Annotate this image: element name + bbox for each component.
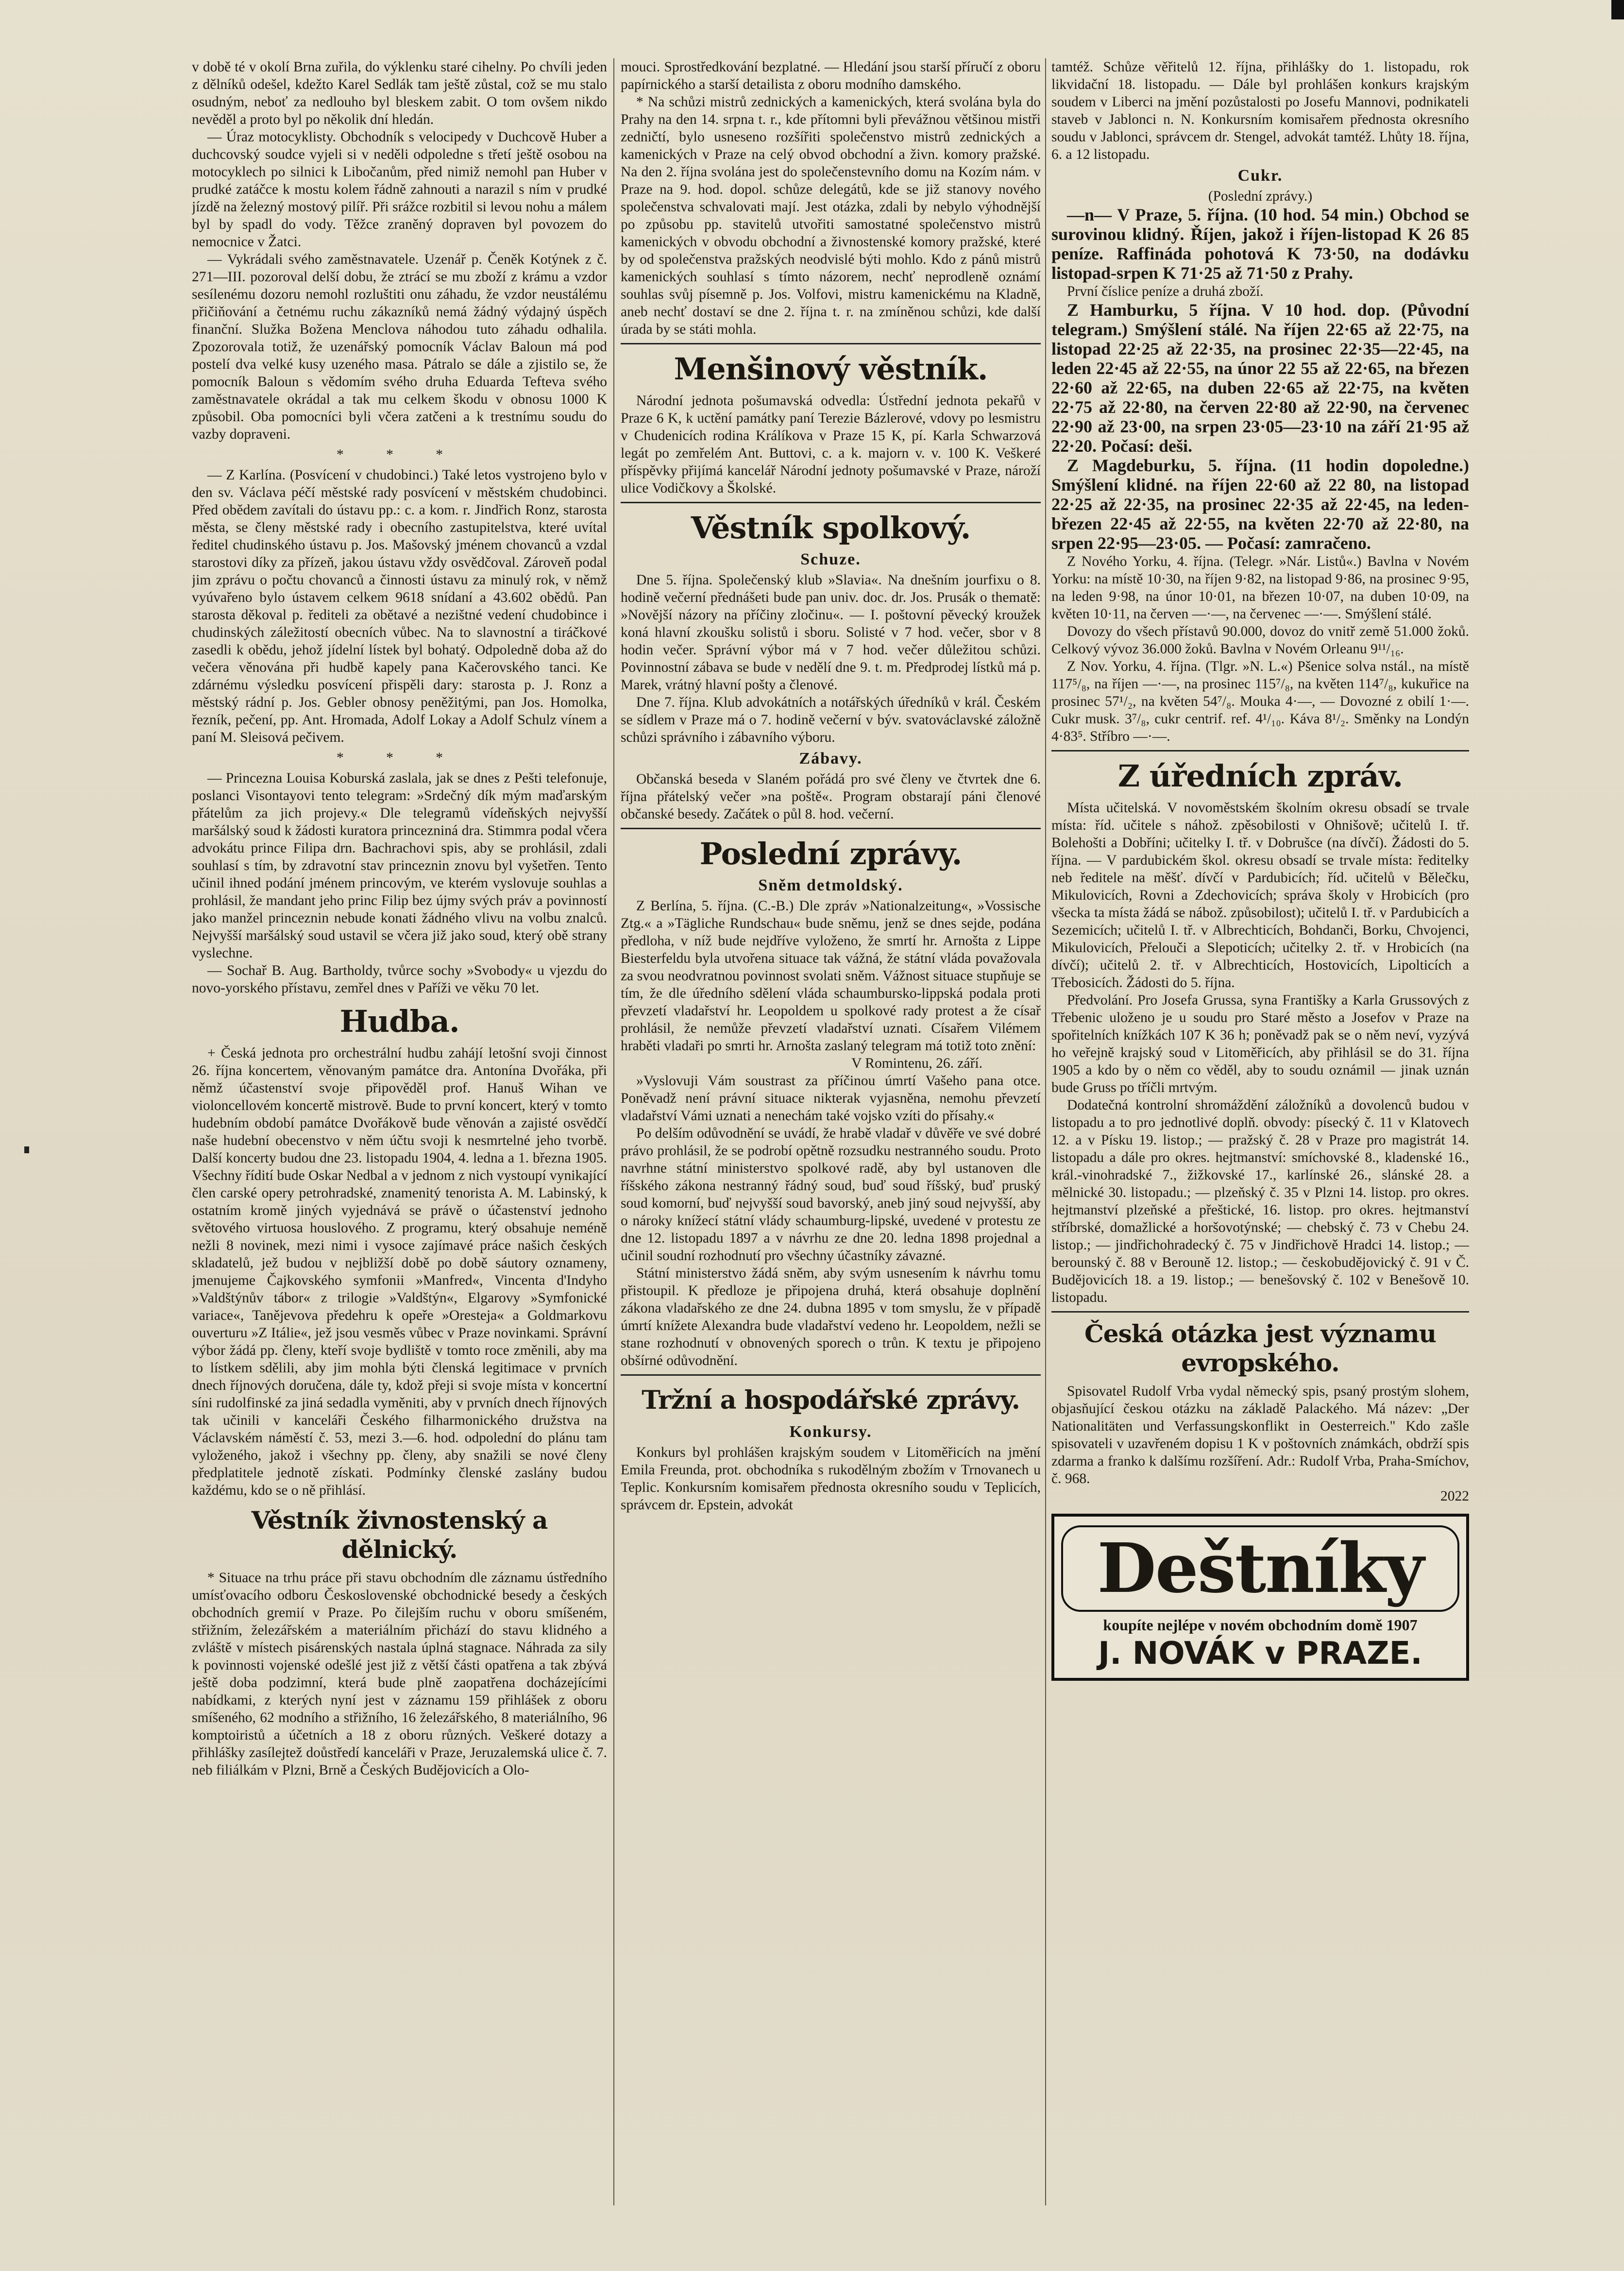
section-heading-trzni: Tržní a hospodářské zprávy. [642,1385,1020,1415]
paragraph: Spisovatel Rudolf Vrba vydal německý spis, psaný prostým slohem, objasňující českou otázku na základě Palackého. Má název: „Der Nationalitäten und Verfassungskonflikt in Oesterreich." Kdo zašle spisovateli v uzavřeném dopisu 1 K v poštovních známkách, obdrží spis zdarma a franko k dalšímu rozšíření. Adr.: Rudolf Vrba, Praha-Smíchov, č. 968. [1051,1383,1469,1486]
subheading-snem: Sněm detmoldský. [758,876,903,894]
paragraph: — Úraz motocyklisty. Obchodník s velocipedy v Duchcově Huber a duchcovský soudce vyjeli si v neděli odpoledne s třetí ještě osobou na motocyklech po silnici k Libočanům, před nimiž nemohl pan Huber v prudké zatáčce k mostu kolem řádně zahnouti a narazil s ním v prudké jízdě na železný mostový pilíř. Při srážce rozbitil si levou nohu a málem byl by spadl do vody. Těžce zraněný dopraven byl povozem do nemocnice v Žatci. [192,129,607,250]
column-rule-2 [1045,58,1046,2205]
divider [621,343,1041,344]
ad-title: Deštníky [1061,1525,1459,1612]
section-heading-hudba: Hudba. [339,1004,459,1039]
column-3 [1051,58,1469,2205]
paragraph: »Vyslovuji Vám soustrast za příčinou úmrtí Vašeho pana otce. Poněvadž není právní situace nikterak vyjasněna, nemohu převzetí vladařství Vámi uznati a nenechám také vojsko vzíti do přísahy.« [621,1073,1041,1124]
ad-text: koupíte nejlépe v novém obchodním domě [1103,1616,1383,1634]
paragraph: — Vykrádali svého zaměstnavatele. Uzenář p. Čeněk Kotýnek z č. 271—III. pozoroval delší dobu, že ztrácí se mu zboží z krámu a vzdor sesílenému dozoru nemohl rozluštiti onu záhadu, že vzdor neustálému přičiňování a četnému ruchu zákazníků nemá žádný výdajný úspěch finanční. Služka Božena Menclova náhodou tuto záhadu odhalila. Zpozorovala totiž, že uzenářský pomocník Václav Baloun má pod postelí dva velké kusy uzeného masa. Pátralo se dále a zjistilo se, že pomocník Baloun s vědomím svého druha Eduarda Tefteva svého zaměstnavatele okrádal a tak mu celkem škodu v obnosu 1000 K způsobil. Oba pomocníci byli včera zatčeni a k trestnímu soudu do vazby dopraveni. [192,252,607,442]
ad-year: 1907 [1386,1616,1418,1634]
paragraph: Konkurs byl prohlášen krajským soudem v Litoměřicích na jmění Emila Freunda, prot. obchodníka s rukodělným zbožím v Trnovanech u Teplic. Konkursním komisařem přednosta okresního soudu v Teplicích, správcem dr. Epstein, advokát [621,1445,1041,1513]
paragraph: Předvolání. Pro Josefa Grussa, syna Františky a Karla Grussových z Třebenic uloženo je u soudu pro Staré město a Josefov v Praze na spořitelních knížkách 107 K 36 h; poněvadž pak se o něm neví, vyzývá ho veřejně krajský soud v Litoměřicích, aby přihlásil se do 31. října 1905 a kdo by o něm co věděl, aby to soudu oznámil — jinak uznán bude Gruss po tříčli mrtvým. [1051,992,1469,1095]
subheading-zabavy: Zábavy. [799,750,863,768]
divider [1051,750,1469,751]
separator: * * * [337,447,462,462]
paragraph: —n— V Praze, 5. října. (10 hod. 54 min.) Obchod se surovinou klidný. Říjen, jakož i říjen-listopad K 26 85 peníze. Raffináda pohotová K 73·50, na dodávku listopad-srpen K 71·25 až 71·50 z Prahy. [1051,205,1469,283]
paragraph: Státní ministerstvo žádá sněm, aby svým usnesením k návrhu tomu přistoupil. K předloze je připojena druhá, která obsahuje doplnění zákona vladařského ze dne 24. dubna 1895 v tom smyslu, že v případě úmrtí knížete Alexandra bude vladařství vedeno hr. Leopoldem, nežli se stane rozhodnutí v obnovených sporech o trůn. K textu je připojeno obšírné odůvodnění. [621,1265,1041,1368]
paragraph: Z Hamburku, 5 října. V 10 hod. dop. (Původní telegram.) Smýšlení stálé. Na říjen 22·65 až 22·75, na listopad 22·25 až 22·35, na prosinec 22·35—22·45, na leden 22·45 až 22·55, na únor 22 55 až 22·65, na březen 22·60 až 22·65, na duben 22·65 až 22·75, na květen 22·75 až 22·80, na červen 22·80 až 22·90, na červenec 22·90 až 23·00, na srpen 23·05—23·10 na září 21·95 až 22·20. Počasí: deši. [1051,300,1469,456]
section-heading-otazka: Česká otázka jest významu evropského. [1084,1319,1436,1377]
ad-number: 2022 [1440,1488,1469,1504]
section-heading-posledni: Poslední zprávy. [699,836,962,871]
paragraph: Z Berlína, 5. října. (C.-B.) Dle zpráv »Nationalzeitung«, »Vossische Ztg.« a »Tägliche Rundschau« bude sněmu, jenž se dnes sejde, podána předloha, v níž bude nejdříve vyloženo, že smrtí hr. Arnošta z Lippe Biesterfeldu byla utvořena situace tak vážná, že státní vláda považovala za svou neodvratnou povinnost svolati sněm. Vážnost situace stupňuje se tím, že dle úředního sdělení vláda schaumbursko-lippská podala proti převzetí vladařství hr. Leopoldem u spolkové rady protest a že císař prohlásil, že nemůže převzetí vladařství uznati. Císařem Vilémem hraběti vladaři po smrti hr. Arnošta zaslaný telegram má totiž toto znění: [621,898,1041,1054]
section-heading-urad: Z úředních zpráv. [1117,758,1403,794]
paragraph: Místa učitelská. V novoměstském školním okresu obsadí se trvale místa: říd. učitele s náhož. zpěsobilosti v Ohnišově; učitelů I. tř. Bolehošti a Dobříni; učitelky I. tř. v Dobrušce (na dívčí). Žádosti do 5. října. — V pardubickém škol. okresu obsadí se trvale místa: ředitelky neb ředitele na měšť. dívčí v Pardubicích; říd. učitelů v Bělečku, Mikulovicích, Rovni a Zdechovicích; správa školy v Hrobicích (pro všecka ta místa žádá se nábož. způsobilost); učitelů I. tř. v Pardubicích a Sezemicích; učitelů I. tř. v Albrechticích, Bohdanči, Borku, Chvojenci, Mikulovicích, Přelouči a Slepoticích; učitelky 2. tř. v Hrobicích (na dívčí); učitelů 2. tř. v Albrechticích, Hostovicích, Lipolticích a Třebosicích. Žádosti do 5. října. [1051,800,1469,990]
dateline: V Romintenu, 26. září. [851,1056,982,1071]
paragraph: Dodatečná kontrolní shromáždění záložníků a dovolenců budou v listopadu a to pro jednotlivé doplň. obvody: písecký č. 11 v Klatovech 12. a v Písku 19. listop.; — pražský č. 28 v Praze pro magistrát 14. listopadu a dále pro okres. hejtmanství: smíchovské 8., kladenské 16., král.-vinohradské 7., žižkovské 17., karlínské 26., slánské 28. a mělnické 30. listopadu.; — plzeňský č. 35 v Plzni 14. listop. pro okres. hejtmanství plzeňské a přeštické, 16. listop. pro okres. hejtmanství stříbrské, domažlické a horšovotýnské; — chebský č. 73 v Chebu 24. listop.; — jindřichohradecký č. 75 v Jindřichově Hradci 14. listop.; — berounský č. 88 v Berouně 12. listop.; — českobudějovický č. 91 v Č. Budějovicích 18. a 19. listop.; — benešovský č. 102 v Benešově 10. listopadu. [1051,1097,1469,1305]
paragraph: Po delším odůvodnění se uvádí, že hrabě vladař v důvěře ve své dobré právo prohlásil, že se podrobí opětně rozsudku nestranného soudu. Proto navrhne státní ministerstvo spolkové radě, aby byl ustanoven dle říšského zákona nestranný řádný soud, buď soud říšský, buď pruský soud komorní, buď nejvyšší soud bavorský, aneb jiný soud nejvyšší, aby o nároky knížecí státní vlády schaumburg-lipské, uvedené v protestu ze dne 12. listopadu 1897 a v návrhu ze dne 20. ledna 1898 projednal a učinil soudní rozhodnutí pro všechny účastníky závazné. [621,1126,1041,1264]
paragraph: + Česká jednota pro orchestrální hudbu zahájí letošní svoji činnost 26. října koncertem, věnovaným památce dra. Antonína Dvořáka, při němž účastenství svoje připověděl prof. Hanuš Wihan ve violoncellovém koncertě mistrově. Bude to první koncert, který v tomto hudebním období památce Dvořákově bude věnován a zajisté osvědčí naše hudební obecenstvo v něm účtu svoji k nesmrtelné jeho tvorbě. Další koncerty budou dne 23. listopadu 1904, 4. ledna a 1. března 1905. Všechny řídití bude Oskar Nedbal a v jednom z nich vystoupí vynikající člen carské opery petrohradské, znamenitý tenorista A. M. Labinský, k ostatním kromě jiných vyjednává se právě o účastenství jednoho světového virtuosa houslového. Z programu, který obsahuje neméně nežli 8 novinek, mezi nimi i vysoce zajímavé práce našich českých skladatelů, jež budou v nejbližší době po době sáutory oznameny, jmenujeme Čajkovského symfonii »Manfred«, Vincenta d'Indyho »Valdštýnův tábor« z trilogie »Valdštýn«, Elgarovy »Symfonické variace«, Tanějevova předehru k opeře »Oresteja« a Goldmarkovu ouverturu »Z Itálie«, jež jsou vesměs vůbec v Praze novinkami. Správní výbor žádá pp. členy, kteří svoje bydliště v tomto roce změnili, aby ma to lístkem sdělili, aby jim mohla býti členská legitimace v prvních dnech říjnových doručena, dále ty, kdož přeji si svoje místa v koncertní síni rudolfinské za jiná sedadla vyměniti, aby v prvních dnech říjnových tak učinili v kanceláři Českého filharmonického družstva na Václavském náměstí č. 53, mezi 3.—6. hod. odpolední do plánu tam vyloženého, jakož i všechny pp. členy, aby snažili se nové členy předplatitele jednotě získati. Podmínky členské zaslány budou každému, kdo se o ně přihlásí. [192,1045,607,1498]
ad-line [1061,1616,1459,1634]
paragraph: Dovozy do všech přístavů 90.000, dovoz do vnitř země 51.000 žoků. Celkový vývoz 36.000 žoků. Bavlna v Novém Orleanu 9¹¹/₁₆. [1051,624,1469,657]
paragraph: První číslice peníze a druhá zboží. [1067,284,1264,299]
divider [1051,1311,1469,1313]
paragraph: tamtéž. Schůze věřitelů 12. října, přihlášky do 1. listopadu, rok likvidační 18. listopadu. — Dále byl prohlášen konkurs krajským soudem v Liberci na jmění pozůstalosti po Josefu Mannovi, podnikateli staveb v Jablonci n. N. Konkursním komisařem přednosta okresního soudu v Jablonci, správcem dr. Stengel, advokát tamtéž. Lhůty 18. října, 6. a 12 listopadu. [1051,59,1469,162]
paragraph: Národní jednota pošumavská odvedla: Ústřední jednota pekařů v Praze 6 K, k uctění památky paní Terezie Bázlerové, vdovy po lesmistru v Chudenicích rodina Králíkova v Praze 15 K, pí. Karla Schwarzová legát po zemřelém Ant. Buttovi, c. a k. majorn v. v. 100 K. Veškeré příspěvky přijímá kancelář Národní jednoty pošumavské v Praze, nároží ulice Vodičkovy a Školské. [621,393,1041,496]
section-heading-mensiny: Menšinový věstník. [674,351,988,387]
subheading-schuze: Schuze. [800,550,861,568]
paragraph: Občanská beseda v Slaném pořádá pro své členy ve čtvrtek dne 6. října přátelský večer »na poště«. Program obstarají páni členové občanské besedy. Začátek o půl 8. hod. večerní. [621,771,1041,822]
subheading-note: (Poslední zprávy.) [1208,188,1313,204]
paragraph: — Sochař B. Aug. Bartholdy, tvůrce sochy »Svobody« u vjezdu do novo-yorského přístavu, zemřel dnes v Paříži ve věku 70 let. [192,963,607,996]
paragraph: Z Nového Yorku, 4. října. (Telegr. »Nár. Listů«.) Bavlna v Novém Yorku: na místě 10·30, na říjen 9·82, na listopad 9·86, na prosinec 9·95, na leden 9·98, na únor 10·01, na březen 10·07, na duben 10·09, na květen 10·11, na červen —·—, na červenec —·—. Smýšlení stálé. [1051,554,1469,622]
paragraph: * Situace na trhu práce při stavu obchodním dle záznamu ústředního umísťovacího odboru Československé obchodnické besedy a českých obchodních gremií v Praze. Po čilejším ruchu v oboru smíšeném, střižním, železářském a materiálním přichází do stavu klidného a zvláště v místech pisárenských nastala úplná stagnace. Náhrada za sily k povinnosti vojenské odešlé jest již z větší části opatřena a tak zbývá ještě doba podzimní, která bude plně zaopatřena docházejícími nabídkami, z kterých nyní jest v záznamu 159 přihlášek z oboru smíšeného, 62 modního a střižního, 16 železářského, 8 materiálního, 96 komptoiristů a účetních a 18 z oboru různých. Veškeré dotazy a přihlášky zasílejtež doůstředí kanceláři v Praze, Jeruzalemská ulice č. 7. neb filiálkám v Plzni, Brně a Českých Budějovicích a Olo- [192,1570,607,1778]
column-2 [621,58,1041,2205]
column-rule-1 [613,58,614,2205]
paragraph: — Princezna Louisa Koburská zaslala, jak se dnes z Pešti telefonuje, poslanci Visontayovi tento telegram: »Srdečný dík mým maďarským přátelům za jich projevy.« Dle telegramů vídeňských nejvyšší maršálský soud k žádosti kuratora princezniná dra. Stimmra podal včera advokátu prince Filipa drn. Bachrachovi spis, aby se prohlásil, zdali souhlasí s tím, by zdravotní stav princeznin znovu byl vyšetřen. Tento učinil ihned podání jménem princovým, ve kterém vyslovuje souhlas a prohlásil, že mandant jeho princ Filip bez újmy svých práv a povinností jako manžel princeznin nebude konati žádného vlivu na volbu znalců. Nejvyšší maršálský soud ustavil se včera již jako soud, který obě strany vyslechne. [192,770,607,961]
paragraph: — Z Karlína. (Posvícení v chudobinci.) Také letos vystrojeno bylo v den sv. Václava péčí městské rady posvícení v městském chudobinci. Před obědem zavítali do ústavu pp.: c. a kom. r. Jindřich Ronz, starosta města, se členy městské rady i obecního zastupitelstva, které uvítal ředitel chudinského ústavu p. Jos. Mašovský jménem chovanců a vzdal starostovi díky za přízeň, jakou ústavu vždy osvědčoval. Zároveň podal jim zprávu o počtu chovanců a činnosti ústavu za minulý rok, v němž vyúvařeno bylo ústavem celkem 9618 snídaní a 43.602 obědů. Pan starosta děkoval p. řediteli za obětavé a nezištné vedení chudobince i chudinských záležitostí obecních vůbec. Na to slavnostní a tiráčkové zasedli k obědu, jehož jídelní lístek byl bohatý. Odpoledně doba až do večera věnována při hudbě kapely pana Kačerovského tanci. Ke zdárnému výsledku posvícení přispěli dary: starosta p. J. Ronz a městský rádní p. Jos. Gebler obnosy peněžitými, pan Jos. Homolka, řezník, pečení, pp. Ant. Hromada, Adolf Lokay a Adolf Schulz vínem a paní M. Sleisová pečivem. [192,467,607,745]
paragraph: Z Nov. Yorku, 4. října. (Tlgr. »N. L.«) Pšenice solva nstál., na místě 117⁵/₈, na říjen —·—, na prosinec 115⁷/₈, na květen 114⁷/₈, kukuřice na prosinec 57¹/₂, na květen 54⁷/₈. Mouka 4·—, — Dovozné z obilí 1·—. Cukr musk. 3⁷/₈, cukr centrif. ref. 4¹/₁₀. Káva 8¹/₂. Směnky na Londýn 4·83⁵. Stříbro —·—. [1051,659,1469,744]
divider [621,828,1041,829]
margin-dot [24,1146,29,1153]
separator: * * * [337,750,462,766]
page-corner-mark [1611,0,1624,19]
section-heading-spolkovy: Věstník spolkový. [691,510,971,546]
paragraph: Z Magdeburku, 5. října. (11 hodin dopoledne.) Smýšlení klidné. na říjen 22·60 až 22 80, na listopad 22·25 až 22·35, na prosinec 22·35 až 22·45, na leden-březen 22·45 až 22·55, na květen 22·70 až 22·80, na srpen 22·95—23·05. — Počasí: zamračeno. [1051,456,1469,553]
section-heading-vestnik: Věstník živnostenský a dělnický. [251,1506,548,1564]
divider [621,1374,1041,1376]
column-1 [192,58,607,2205]
paragraph: v době té v okolí Brna zuřila, do výklenku staré cihelny. Po chvíli jeden z dělníků odešel, kdežto Karel Sedlák tam ještě zůstal, což se mu stalo osudným, neboť za nedlouho byl bleskem zabit. O tom ovšem nikdo nevěděl a proto byl po několik dní hledán. [192,59,607,127]
paragraph: * Na schůzi mistrů zednických a kamenických, která svolána byla do Prahy na den 14. srpna t. r., kde přítomni byli převážnou většinou mistři zedničtí, bylo usneseno rozšířiti společenstvo mistrů zednických a kamenických v Praze na celý obvod obchodní a živn. komory pražské. Na den 2. října svolána jest do společenstevního domu na Kozím nám. v Praze na 9. hod. dopol. schůze delegátů, kde se již stanovy nového společenstva schvalovati mají. Jest otázka, zdali by nebylo výhodnější po způsobu pp. stavitelů utvořiti samostatné společenstvo mistrů kamenických v obvodu obchodní a živnostenské komory pražské, které by od společenstva pražských neodvislé býti mohlo. Kdo z pánů mistrů kamenických souhlasí s tímto názorem, nechť neprodleně oznámí souhlas svůj písemně p. Jos. Volfovi, mistru kamenickému na Kladně, aneb nechť dostaví se dne 2. října t. r. na zmíněnou schůzi, kde další úrada by se státi mohla. [621,94,1041,337]
paragraph: Dne 7. října. Klub advokátních a notářských úředníků v král. Českém se sídlem v Praze má o 7. hodině večerní v býv. svatováclavské záložně schůzi správního i zábavního výboru. [621,695,1041,745]
divider [621,502,1041,503]
advertisement-destniky [1051,1514,1469,1681]
paragraph: Dne 5. října. Společenský klub »Slavia«. Na dnešním jourfixu o 8. hodině večerní přednášeti bude pan univ. doc. dr. Jos. Prusák o thematě: »Novější názory na příčiny zločinu«. — I. poštovní pěvecký kroužek koná hlavní zkoušku solistů i sboru. Solisté v 7 hod. večer, sbor v 8 hodin večer. Správní výbor má v 7 hod. večer důležitou schůzi. Povinnostní zábava se bude v nedělí dne 9. t. m. Předprodej lístků má p. Marek, vrátný hlavní pošty a členové. [621,572,1041,693]
ad-firm: J. NOVÁK v PRAZE. [1098,1636,1422,1672]
subheading-konkursy: Konkursy. [789,1423,872,1441]
paragraph: mouci. Sprostředkování bezplatné. — Hledání jsou starší příručí z oboru papírnického a starší detailista z oboru modního damského. [621,59,1041,92]
subheading-cukr: Cukr. [1237,167,1283,185]
